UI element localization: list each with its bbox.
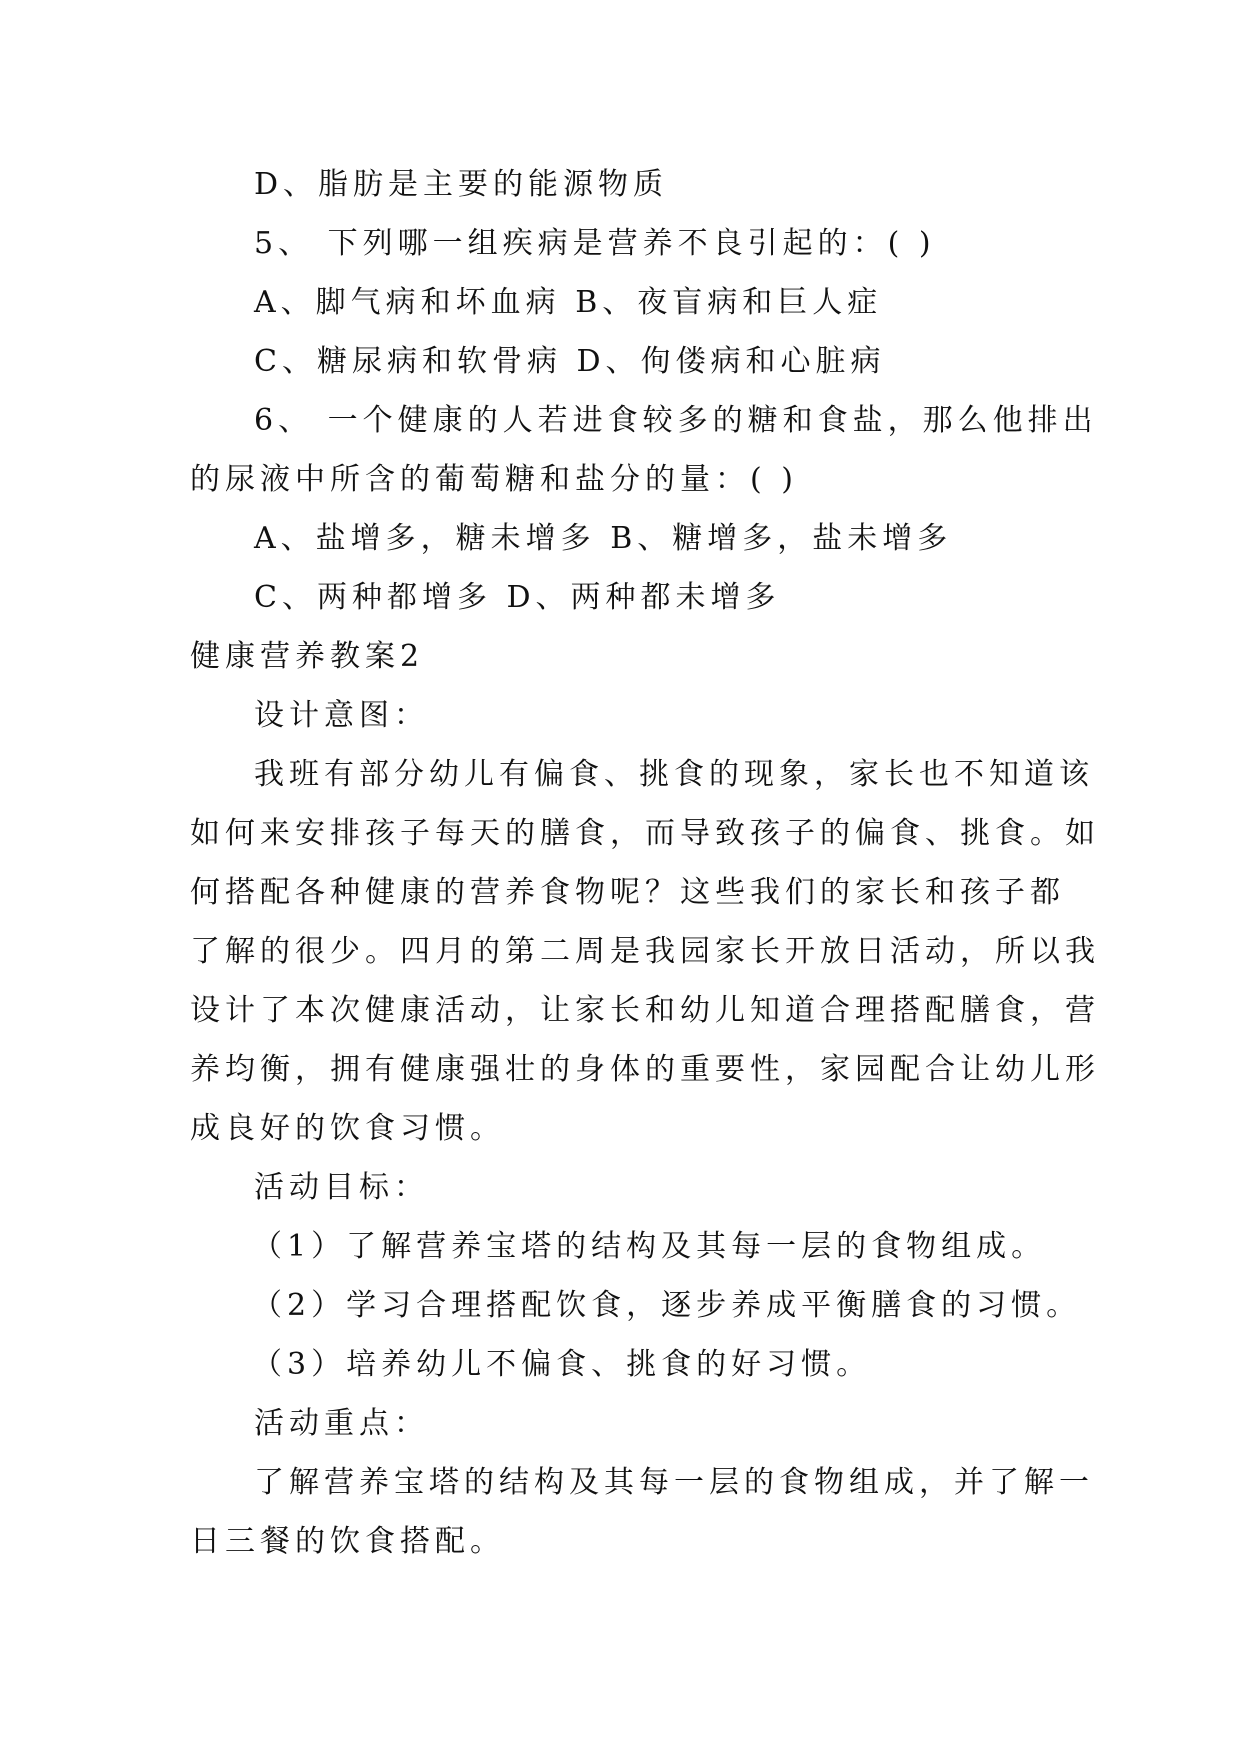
q5-options-ab: A、脚气病和坏血病 B、夜盲病和巨人症 [254,285,883,320]
q5-options-cd: C、糖尿病和软骨病 D、佝偻病和心脏病 [254,344,886,379]
q6-stem-line2: 的尿液中所含的葡萄糖和盐分的量：( ) [190,462,798,497]
goal-item: （1）了解营养宝塔的结构及其每一层的食物组成。 [252,1229,1047,1264]
focus-line: 日三餐的饮食搭配。 [190,1524,505,1559]
design-line: 如何来安排孩子每天的膳食，而导致孩子的偏食、挑食。如 [190,816,1100,851]
q5-stem: 5、 下列哪一组疾病是营养不良引起的：( ) [254,226,936,261]
q6-stem-line1: 6、 一个健康的人若进食较多的糖和食盐，那么他排出 [254,403,1098,438]
q4-option-d: D、脂肪是主要的能源物质 [254,167,669,202]
design-line: 何搭配各种健康的营养食物呢？这些我们的家长和孩子都 [190,875,1065,910]
design-line: 养均衡，拥有健康强壮的身体的重要性，家园配合让幼儿形 [190,1052,1100,1087]
q6-options-ab: A、盐增多，糖未增多 B、糖增多，盐未增多 [254,521,953,556]
goal-item: （2）学习合理搭配饮食，逐步养成平衡膳食的习惯。 [252,1288,1082,1323]
design-line: 了解的很少。四月的第二周是我园家长开放日活动，所以我 [190,934,1100,969]
design-line: 成良好的饮食习惯。 [190,1111,505,1146]
design-line: 设计了本次健康活动，让家长和幼儿知道合理搭配膳食，营 [190,993,1100,1028]
focus-heading: 活动重点： [254,1406,429,1441]
design-heading: 设计意图： [254,698,429,733]
goals-heading: 活动目标： [254,1170,429,1205]
goal-item: （3）培养幼儿不偏食、挑食的好习惯。 [252,1347,872,1382]
focus-line: 了解营养宝塔的结构及其每一层的食物组成，并了解一 [254,1465,1094,1500]
q6-options-cd: C、两种都增多 D、两种都未增多 [254,580,781,615]
document-page [190,155,1100,1571]
lesson-title: 健康营养教案2 [190,639,425,674]
design-line: 我班有部分幼儿有偏食、挑食的现象，家长也不知道该 [254,757,1094,792]
